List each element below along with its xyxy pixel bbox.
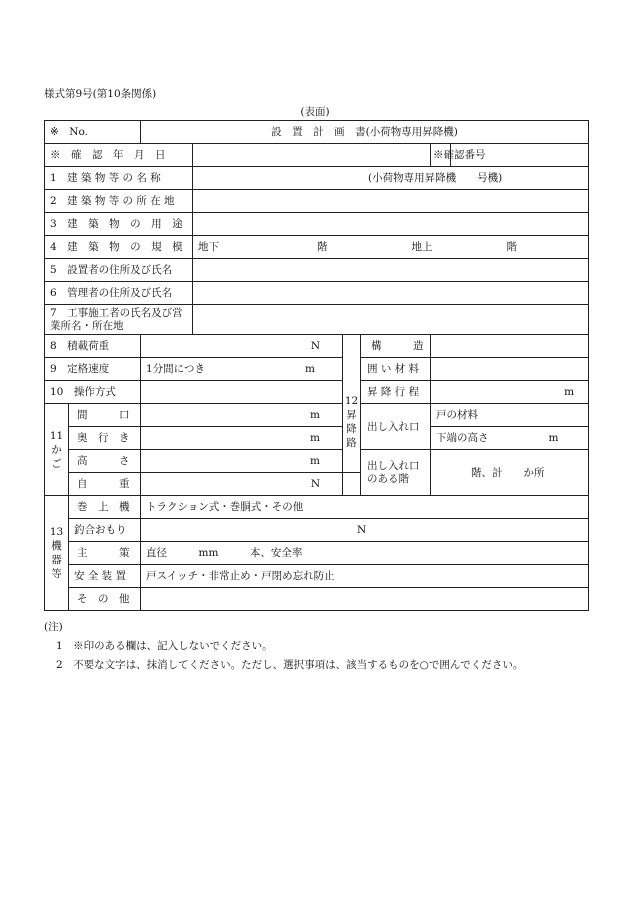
application-form-table (44, 120, 589, 611)
speed-field[interactable] (141, 358, 343, 381)
equipment-group-label (45, 496, 69, 611)
building-scale-row (45, 236, 589, 259)
manager-row (45, 282, 589, 305)
other-field[interactable] (141, 588, 589, 611)
enclosure-field[interactable] (431, 358, 589, 381)
car-depth-label: 奥 行 き (69, 427, 141, 450)
installer-row (45, 259, 589, 282)
shaft-label: 昇降路 (346, 408, 357, 449)
car-height-field[interactable]: m (141, 450, 343, 473)
operation-label: 10 操作方式 (45, 381, 141, 404)
contractor-row (45, 305, 589, 335)
building-scale-field[interactable] (193, 236, 589, 259)
car-weight-field[interactable]: N (141, 473, 343, 496)
shaft-group-label (343, 335, 361, 473)
travel-field[interactable]: m (431, 381, 589, 404)
car-height-row (45, 450, 589, 473)
counterweight-label: 釣合おもり (69, 519, 141, 542)
counterweight-row (45, 519, 589, 542)
counterweight-field[interactable]: N (141, 519, 589, 542)
operation-row (45, 381, 589, 404)
car-width-row (45, 404, 589, 427)
car-label: かご (51, 443, 62, 470)
operation-field[interactable] (141, 381, 343, 404)
face-label: (表面) (300, 106, 330, 118)
confirm-date-label: ※ 確 認 年 月 日 (45, 144, 193, 167)
car-width-field[interactable]: m (141, 404, 343, 427)
lower-height-unit: m (548, 432, 559, 444)
building-use-field[interactable] (193, 213, 589, 236)
floors-field[interactable]: 階、計 か所 (431, 450, 589, 496)
car-weight-label: 自 重 (69, 473, 141, 496)
safety-field[interactable]: 戸スイッチ・非常止め・戸閉め忘れ防止 (141, 565, 589, 588)
manager-label: 6 管理者の住所及び氏名 (45, 282, 193, 305)
equipment-number: 13 (49, 526, 64, 538)
above-ground-floors-unit: 階 (506, 241, 517, 253)
confirm-date-field[interactable] (193, 144, 431, 167)
car-height-label: 高 さ (69, 450, 141, 473)
notes-title: (注) (44, 621, 63, 633)
opening-label: 出し入れ口 (361, 404, 431, 450)
title-row (45, 121, 589, 144)
door-material-field[interactable]: 戸の材料 (431, 404, 589, 427)
speed-label: 9 定格速度 (45, 358, 141, 381)
shaft-number: 12 (344, 394, 359, 407)
car-width-label: 間 口 (69, 404, 141, 427)
hoist-field[interactable]: トラクション式・巻胴式・その他 (141, 496, 589, 519)
lower-height-label: 下端の高さ (436, 432, 489, 444)
equipment-label: 機器等 (51, 540, 62, 580)
confirm-number-label: ※確認番号 (431, 144, 451, 167)
installer-field[interactable] (193, 259, 589, 282)
manager-field[interactable] (193, 282, 589, 305)
building-scale-label: 4 建 築 物 の 規 模 (45, 236, 193, 259)
load-label: 8 積載荷重 (45, 335, 141, 358)
contractor-field[interactable] (193, 305, 589, 335)
building-name-row (45, 167, 589, 190)
installer-label: 5 設置者の住所及び氏名 (45, 259, 193, 282)
rope-row (45, 542, 589, 565)
structure-field[interactable] (431, 335, 589, 358)
floors-label: 出し入れ口のある階 (361, 450, 431, 496)
form-title: 設 置 計 画 書(小荷物専用昇降機) (141, 121, 589, 144)
hoist-label: 巻 上 機 (69, 496, 141, 519)
notes-section (44, 618, 523, 675)
car-depth-row (45, 427, 589, 450)
lower-height-field[interactable] (431, 427, 589, 450)
basement-label: 地下 (198, 241, 219, 253)
load-field[interactable]: N (141, 335, 343, 358)
car-number: 11 (49, 429, 64, 442)
note-1: 1 ※印のある欄は、記入しないでください。 (56, 640, 273, 652)
speed-prefix: 1分間につき (146, 363, 205, 375)
travel-label: 昇 降 行 程 (361, 381, 431, 404)
hoist-row (45, 496, 589, 519)
other-label: そ の 他 (69, 588, 141, 611)
building-address-row (45, 190, 589, 213)
safety-row (45, 565, 589, 588)
building-use-label: 3 建 築 物 の 用 途 (45, 213, 193, 236)
contractor-label: 7 工事施工者の氏名及び営業所名・所在地 (45, 305, 193, 335)
note-2: 2 不要な文字は、抹消してください。ただし、選択事項は、該当するものを○で囲んでください。 (56, 659, 524, 671)
car-group-label (45, 404, 69, 496)
safety-label: 安 全 装 置 (69, 565, 141, 588)
basement-floors-unit: 階 (317, 241, 328, 253)
rope-label: 主 策 (69, 542, 141, 565)
car-depth-field[interactable]: m (141, 427, 343, 450)
other-row (45, 588, 589, 611)
building-address-label: 2 建 築 物 等 の 所 在 地 (45, 190, 193, 213)
building-name-label: 1 建 築 物 等 の 名 称 (45, 167, 193, 190)
structure-label: 構 造 (361, 335, 431, 358)
rope-field[interactable]: 直径 mm 本、安全率 (141, 542, 589, 565)
building-name-field[interactable]: (小荷物専用昇降機 号機) (193, 167, 589, 190)
building-address-field[interactable] (193, 190, 589, 213)
speed-row (45, 358, 589, 381)
form-reference: 様式第9号(第10条関係) (44, 88, 157, 100)
speed-unit: m (304, 363, 315, 375)
no-label: ※ No. (45, 121, 141, 144)
load-row (45, 335, 589, 358)
enclosure-label: 囲 い 材 料 (361, 358, 431, 381)
building-use-row (45, 213, 589, 236)
above-ground-label: 地上 (411, 241, 433, 253)
confirm-row (45, 144, 589, 167)
